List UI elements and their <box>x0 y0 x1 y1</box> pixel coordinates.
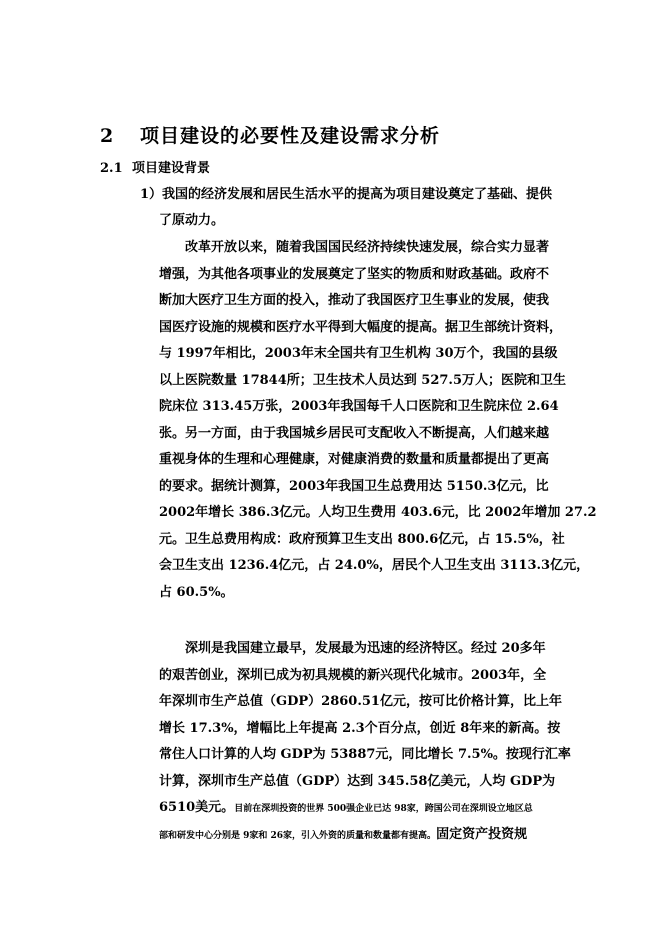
paragraph-text: 固定资产投资规 <box>436 826 528 842</box>
paragraph-healthcare <box>159 235 597 606</box>
paragraph-line: 与 1997年相比，2003年末全国共有卫生机构 30万个，我国的县级 <box>159 346 558 361</box>
chapter-heading <box>100 121 440 148</box>
paragraph-line-mixed <box>159 795 571 822</box>
list-item-text-line2: 了原动力。 <box>159 213 225 228</box>
chapter-title: 项目建设的必要性及建设需求分析 <box>140 125 441 147</box>
paragraph-small-text: 部和研发中心分别是 9家和 26家，引入外资的质量和数量都有提高。 <box>159 830 437 841</box>
paragraph-line: 元。卫生总费用构成：政府预算卫生支出 800.6亿元，占 15.5%，社 <box>159 531 565 547</box>
paragraph-line: 常住人口计算的人均 GDP为 53887元，同比增长 7.5%。按现行汇率 <box>159 747 571 762</box>
paragraph-line: 的要求。据统计测算，2003年我国卫生总费用达 5150.3亿元，比 <box>159 478 549 494</box>
paragraph-line: 占 60.5%。 <box>159 584 234 600</box>
section-title: 项目建设背景 <box>132 161 211 176</box>
paragraph-line: 改革开放以来，随着我国国民经济持续快速发展，综合实力显著 <box>159 240 550 255</box>
paragraph-line: 计算，深圳市生产总值（GDP）达到 345.58亿美元，人均 GDP为 <box>159 773 556 789</box>
paragraph-line: 增长 17.3%，增幅比上年提高 2.3个百分点，创近 8年来的新高。按 <box>159 720 561 736</box>
paragraph-line: 院床位 313.45万张，2003年我国每千人口医院和卫生院床位 2.64 <box>159 399 559 414</box>
chapter-number: 2 <box>100 125 115 147</box>
paragraph-line: 重视身体的生理和心理健康，对健康消费的数量和质量都提出了更高 <box>159 452 550 467</box>
section-heading <box>100 157 210 176</box>
paragraph-line: 张。另一方面，由于我国城乡居民可支配收入不断提高，人们越来越 <box>159 425 550 441</box>
section-number: 2.1 <box>100 161 123 176</box>
paragraph-shenzhen <box>159 636 571 848</box>
list-item-text-line1: 我国的经济发展和居民生活水平的提高为项目建设奠定了基础、提供 <box>162 187 553 202</box>
paragraph-small-text: 目前在深圳投资的世界 500强企业已达 98家，跨国公司在深圳设立地区总 <box>234 804 533 814</box>
paragraph-text: 6510美元。 <box>159 800 235 815</box>
paragraph-line: 深圳是我国建立最早，发展最为迅速的经济特区。经过 20多年 <box>159 641 546 656</box>
paragraph-line: 以上医院数量 17844所；卫生技术人员达到 527.5万人；医院和卫生 <box>159 372 566 388</box>
paragraph-line: 国医疗设施的规模和医疗水平得到大幅度的提高。据卫生部统计资料， <box>159 319 563 335</box>
paragraph-line: 会卫生支出 1236.4亿元，占 24.0%，居民个人卫生支出 3113.3亿元， <box>159 558 590 573</box>
paragraph-line: 的艰苦创业，深圳已成为初具规模的新兴现代化城市。2003年，全 <box>159 667 547 683</box>
list-item-number: 1） <box>140 187 163 202</box>
list-item-1 <box>140 182 552 234</box>
paragraph-line: 增强，为其他各项事业的发展奠定了坚实的物质和财政基础。政府不 <box>159 266 550 282</box>
paragraph-line: 2002年增长 386.3亿元。人均卫生费用 403.6元，比 2002年增加 27.2 <box>159 505 597 520</box>
paragraph-line: 年深圳市生产总值（GDP）2860.51亿元，按可比价格计算，比上年 <box>159 694 562 709</box>
paragraph-line-mixed <box>159 822 571 849</box>
paragraph-line: 断加大医疗卫生方面的投入，推动了我国医疗卫生事业的发展，使我 <box>159 293 550 308</box>
